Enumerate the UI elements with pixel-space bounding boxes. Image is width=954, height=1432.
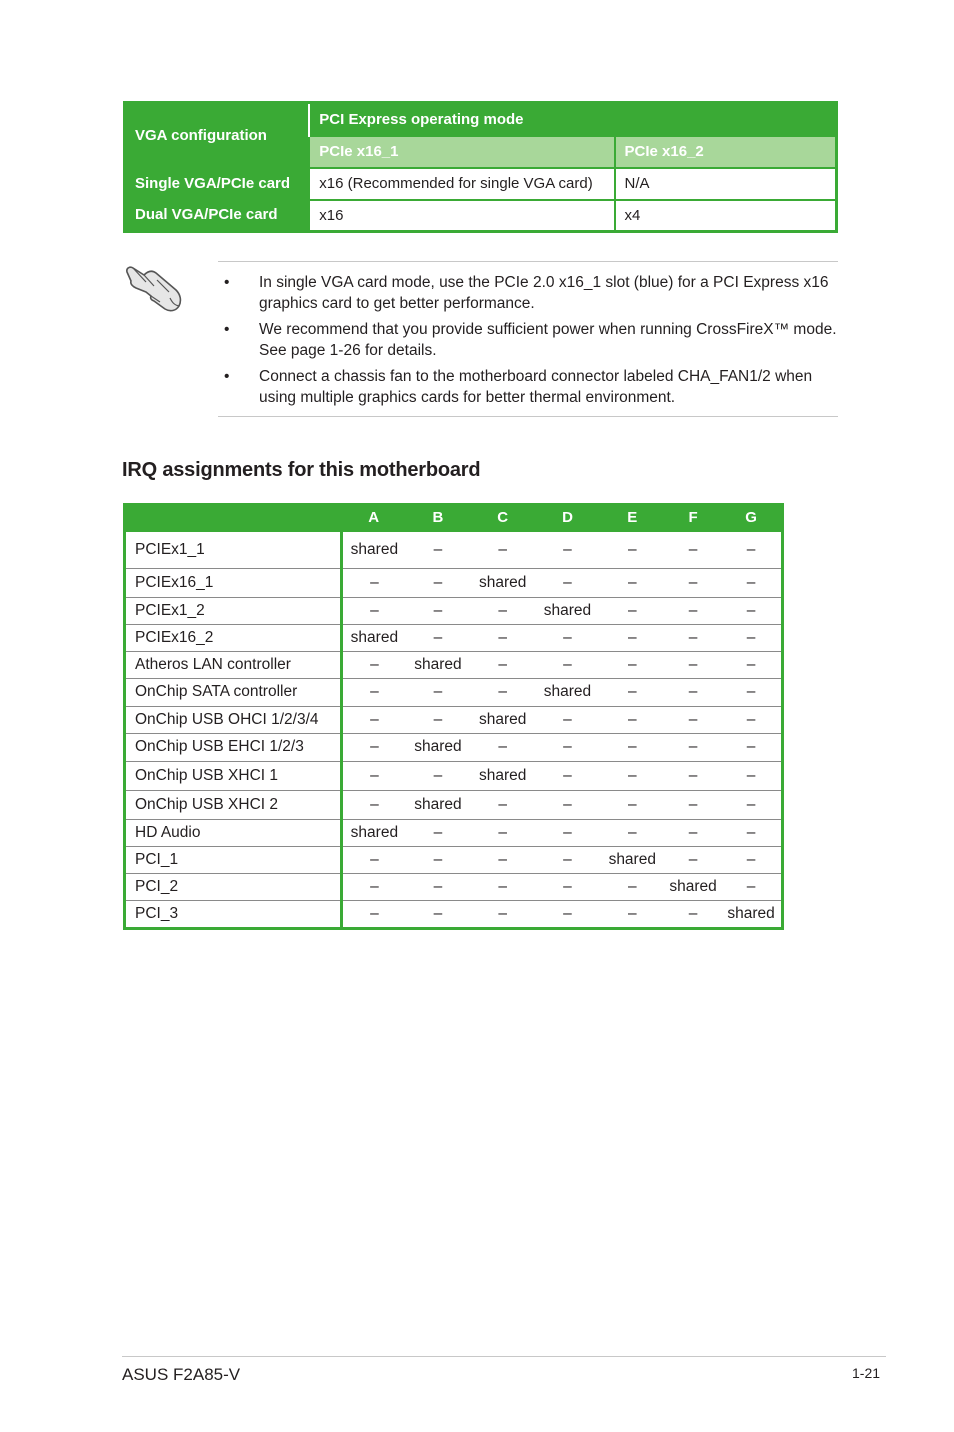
irq-cell: – bbox=[406, 846, 470, 873]
note-text: Connect a chassis fan to the motherboard connector labeled CHA_FAN1/2 when using multiple graphics cards for better thermal environment. bbox=[259, 368, 813, 406]
irq-cell: – bbox=[600, 790, 665, 819]
vga-row bbox=[125, 200, 837, 232]
irq-header-row bbox=[125, 503, 783, 532]
vga-cell: x4 bbox=[615, 200, 837, 232]
irq-cell: – bbox=[535, 624, 599, 651]
irq-cell: – bbox=[433, 904, 443, 922]
irq-cell: – bbox=[721, 790, 782, 819]
vga-cell: x16 (Recommended for single VGA card) bbox=[309, 168, 614, 200]
irq-cell: – bbox=[341, 733, 405, 761]
irq-cell: – bbox=[341, 761, 405, 790]
irq-cell: shared bbox=[727, 904, 775, 922]
vga-config-header: VGA configuration bbox=[125, 103, 310, 168]
bullet: • bbox=[224, 368, 230, 385]
irq-cell: – bbox=[665, 790, 721, 819]
table-row bbox=[125, 873, 783, 900]
irq-cell: – bbox=[721, 733, 782, 761]
irq-cell: – bbox=[665, 706, 721, 733]
table-row bbox=[125, 761, 783, 790]
column-header: E bbox=[600, 503, 665, 532]
subheader-pcie-x16-1: PCIe x16_1 bbox=[309, 136, 614, 168]
vga-row bbox=[125, 168, 837, 200]
table-row bbox=[125, 819, 783, 846]
irq-cell: – bbox=[470, 624, 535, 651]
irq-cell: – bbox=[563, 904, 572, 922]
vga-cell: N/A bbox=[615, 168, 837, 200]
irq-cell: – bbox=[470, 873, 535, 900]
bullet: • bbox=[224, 274, 230, 291]
irq-cell: – bbox=[535, 706, 599, 733]
irq-cell: – bbox=[370, 904, 379, 922]
table-row bbox=[125, 532, 783, 568]
irq-cell: – bbox=[535, 651, 599, 678]
note-block bbox=[218, 261, 838, 417]
irq-cell: – bbox=[341, 651, 405, 678]
irq-cell: – bbox=[341, 873, 405, 900]
column-header-device bbox=[125, 503, 342, 532]
irq-cell: shared bbox=[341, 532, 405, 568]
irq-cell: – bbox=[688, 904, 698, 922]
irq-cell: – bbox=[600, 678, 665, 706]
bullet: • bbox=[224, 321, 230, 338]
irq-cell: – bbox=[665, 532, 721, 568]
note-text: We recommend that you provide sufficient power when running CrossFireX™ mode. See page 1-26 for details. bbox=[259, 321, 837, 359]
irq-cell: – bbox=[600, 819, 665, 846]
irq-cell: – bbox=[600, 532, 665, 568]
irq-cell: shared bbox=[535, 678, 599, 706]
section-heading: IRQ assignments for this motherboard bbox=[122, 459, 481, 481]
irq-cell: – bbox=[665, 597, 721, 624]
table-row bbox=[125, 706, 783, 733]
device-name: PCIEx16_1 bbox=[125, 568, 342, 597]
table-row bbox=[125, 900, 783, 928]
device-name: OnChip USB OHCI 1/2/3/4 bbox=[125, 706, 342, 733]
irq-cell: – bbox=[721, 624, 782, 651]
irq-cell: – bbox=[600, 597, 665, 624]
device-name: OnChip USB XHCI 1 bbox=[125, 761, 342, 790]
irq-cell: – bbox=[600, 761, 665, 790]
irq-cell: – bbox=[721, 846, 782, 873]
table-row bbox=[125, 597, 783, 624]
irq-cell: – bbox=[406, 597, 470, 624]
pci-mode-header: PCI Express operating mode bbox=[309, 103, 836, 136]
device-name: OnChip USB EHCI 1/2/3 bbox=[125, 733, 342, 761]
device-name: PCI_2 bbox=[125, 873, 342, 900]
table-row bbox=[125, 678, 783, 706]
vga-row-label: Single VGA/PCIe card bbox=[125, 168, 310, 200]
irq-cell: shared bbox=[600, 846, 665, 873]
irq-cell: – bbox=[341, 568, 405, 597]
irq-cell: – bbox=[721, 532, 782, 568]
irq-cell: – bbox=[341, 678, 405, 706]
irq-cell: shared bbox=[341, 819, 405, 846]
device-name: Atheros LAN controller bbox=[125, 651, 342, 678]
irq-cell: – bbox=[535, 873, 599, 900]
irq-cell: shared bbox=[535, 597, 599, 624]
vga-row-label: Dual VGA/PCIe card bbox=[125, 200, 310, 232]
table-row bbox=[125, 651, 783, 678]
irq-cell: – bbox=[721, 651, 782, 678]
irq-cell: – bbox=[341, 790, 405, 819]
device-name: HD Audio bbox=[125, 819, 342, 846]
irq-assignment-table bbox=[123, 503, 784, 930]
irq-cell: – bbox=[406, 761, 470, 790]
irq-cell: shared bbox=[406, 651, 470, 678]
irq-cell: – bbox=[406, 819, 470, 846]
irq-cell: shared bbox=[406, 790, 470, 819]
irq-cell: – bbox=[600, 873, 665, 900]
footer-page-number: 1-21 bbox=[852, 1365, 881, 1381]
vga-configuration-table bbox=[123, 101, 838, 233]
irq-cell: – bbox=[535, 846, 599, 873]
irq-cell: – bbox=[721, 819, 782, 846]
irq-cell: – bbox=[470, 597, 535, 624]
device-name: OnChip SATA controller bbox=[125, 678, 342, 706]
irq-cell: – bbox=[665, 846, 721, 873]
irq-cell: – bbox=[600, 568, 665, 597]
irq-cell: – bbox=[535, 568, 599, 597]
irq-cell: – bbox=[341, 597, 405, 624]
irq-cell: – bbox=[341, 846, 405, 873]
irq-cell: shared bbox=[470, 761, 535, 790]
irq-cell: – bbox=[665, 761, 721, 790]
irq-cell: – bbox=[535, 761, 599, 790]
column-header: F bbox=[665, 503, 721, 532]
hand-note-icon bbox=[124, 262, 186, 314]
irq-cell: – bbox=[721, 597, 782, 624]
irq-cell: – bbox=[721, 706, 782, 733]
table-row bbox=[125, 733, 783, 761]
irq-cell: – bbox=[721, 761, 782, 790]
irq-cell: – bbox=[665, 678, 721, 706]
irq-cell: shared bbox=[665, 873, 721, 900]
irq-cell: – bbox=[600, 706, 665, 733]
irq-cell: – bbox=[406, 678, 470, 706]
irq-cell: shared bbox=[406, 733, 470, 761]
table-row bbox=[125, 790, 783, 819]
subheader-pcie-x16-2: PCIe x16_2 bbox=[615, 136, 837, 168]
irq-cell: – bbox=[535, 532, 599, 568]
irq-cell: – bbox=[535, 790, 599, 819]
irq-cell: – bbox=[721, 568, 782, 597]
irq-cell: – bbox=[665, 819, 721, 846]
column-header: A bbox=[341, 503, 405, 532]
device-name: PCI_3 bbox=[125, 900, 342, 928]
device-name: PCIEx1_1 bbox=[125, 532, 342, 568]
irq-cell: – bbox=[406, 873, 470, 900]
irq-cell: – bbox=[721, 873, 782, 900]
irq-cell: – bbox=[470, 733, 535, 761]
device-name: PCIEx16_2 bbox=[125, 624, 342, 651]
irq-cell: shared bbox=[341, 624, 405, 651]
irq-cell: – bbox=[470, 651, 535, 678]
irq-cell: – bbox=[627, 904, 637, 922]
irq-cell: – bbox=[470, 790, 535, 819]
column-header: G bbox=[721, 503, 782, 532]
column-header: D bbox=[535, 503, 599, 532]
irq-cell: – bbox=[600, 733, 665, 761]
column-header: B bbox=[406, 503, 470, 532]
device-name: PCIEx1_2 bbox=[125, 597, 342, 624]
irq-cell: – bbox=[665, 568, 721, 597]
irq-cell: – bbox=[600, 624, 665, 651]
table-row bbox=[125, 568, 783, 597]
device-name: PCI_1 bbox=[125, 846, 342, 873]
irq-cell: shared bbox=[470, 568, 535, 597]
footer-product-name: ASUS F2A85-V bbox=[122, 1365, 241, 1384]
irq-cell: – bbox=[470, 532, 535, 568]
table-row bbox=[125, 624, 783, 651]
irq-cell: shared bbox=[470, 706, 535, 733]
irq-cell: – bbox=[600, 651, 665, 678]
vga-cell: x16 bbox=[309, 200, 614, 232]
irq-cell: – bbox=[470, 819, 535, 846]
irq-cell: – bbox=[535, 819, 599, 846]
irq-cell: – bbox=[721, 678, 782, 706]
note-text: In single VGA card mode, use the PCIe 2.0 x16_1 slot (blue) for a PCI Express x16 graphics card to get better performance. bbox=[259, 274, 829, 312]
irq-cell: – bbox=[665, 651, 721, 678]
irq-cell: – bbox=[406, 706, 470, 733]
footer-rule bbox=[122, 1356, 886, 1357]
irq-cell: – bbox=[665, 733, 721, 761]
irq-cell: – bbox=[665, 624, 721, 651]
irq-cell: – bbox=[535, 733, 599, 761]
irq-cell: – bbox=[406, 624, 470, 651]
irq-cell: – bbox=[341, 706, 405, 733]
table-row bbox=[125, 846, 783, 873]
irq-cell: – bbox=[470, 846, 535, 873]
irq-cell: – bbox=[406, 532, 470, 568]
device-name: OnChip USB XHCI 2 bbox=[125, 790, 342, 819]
irq-cell: – bbox=[406, 568, 470, 597]
irq-cell: – bbox=[470, 678, 535, 706]
column-header: C bbox=[470, 503, 535, 532]
irq-cell: – bbox=[498, 904, 507, 922]
